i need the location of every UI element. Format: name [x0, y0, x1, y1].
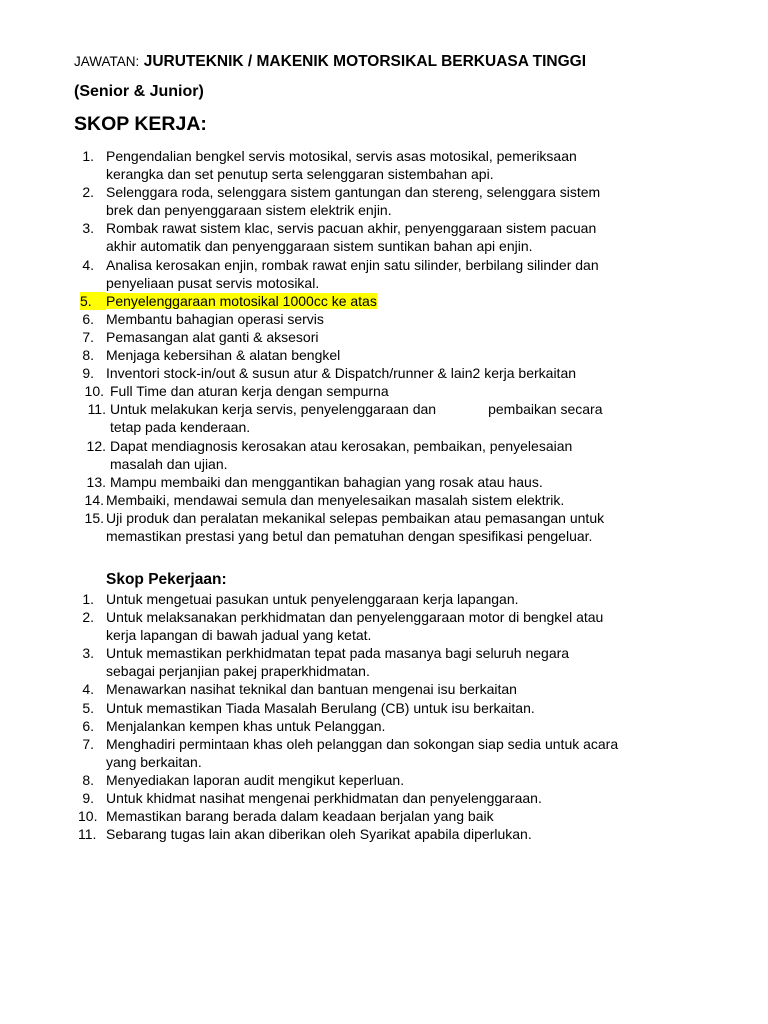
- list-item-highlighted: [0, 292, 604, 310]
- item-number: 3.: [82, 220, 94, 237]
- item-number: 8.: [82, 771, 94, 788]
- job-title: JURUTEKNIK / MAKENIK MOTORSIKAL BERKUASA TINGGI: [143, 53, 587, 70]
- item-text: kerangka dan set penutup serta selenggaran sistembahan api.: [106, 166, 494, 183]
- item-text: tetap pada kenderaan.: [110, 419, 251, 436]
- item-number: 4.: [82, 256, 94, 273]
- item-text: kerja lapangan di bawah jadual yang ketat.: [106, 627, 372, 644]
- item-text: Pemasangan alat ganti & aksesori: [106, 328, 319, 345]
- item-number: 1.: [82, 591, 94, 607]
- item-text: Untuk melaksanakan perkhidmatan dan penyelenggaraan motor di bengkel atau: [106, 609, 604, 626]
- item-text: Untuk melakukan kerja servis, penyelenggaraan dan: [110, 401, 437, 418]
- item-number: 9.: [82, 365, 94, 382]
- item-text: Analisa kerosakan enjin, rombak rawat enjin satu silinder, berbilang silinder dan: [106, 256, 599, 273]
- item-text: Untuk khidmat nasihat mengenai perkhidmatan dan penyelenggaraan.: [106, 790, 542, 807]
- item-text: Menjaga kebersihan & alatan bengkel: [106, 347, 341, 364]
- item-number: 10.: [84, 383, 104, 400]
- item-number: 13.: [86, 473, 106, 490]
- list-item: [0, 364, 604, 382]
- item-number: 11.: [78, 826, 97, 843]
- item-text: memastikan prestasi yang betul dan pematuhan dengan spesifikasi pengeluar.: [106, 527, 593, 544]
- list-item: [0, 590, 618, 608]
- item-text: akhir automatik dan penyenggaraan sistem suntikan bahan api enjin.: [106, 238, 533, 255]
- list-item: [0, 473, 604, 491]
- list-item: [0, 825, 618, 843]
- item-text: Membantu bahagian operasi servis: [106, 310, 324, 327]
- list-item: [0, 491, 604, 509]
- list-item: [0, 400, 604, 436]
- item-number: 10.: [78, 808, 98, 825]
- list-item: [0, 382, 604, 400]
- list-item: [0, 807, 618, 825]
- item-number: 7.: [82, 735, 94, 752]
- item-text: Memastikan barang berada dalam keadaan berjalan yang baik: [106, 808, 494, 825]
- list-item: [0, 256, 604, 292]
- list-item: [0, 183, 604, 219]
- item-text: Dapat mendiagnosis kerosakan atau kerosakan, pembaikan, penyelesaian: [110, 437, 573, 454]
- job-level: (Senior & Junior): [74, 83, 204, 100]
- list-item: [0, 147, 604, 183]
- item-number: 11.: [87, 401, 106, 418]
- item-text: penyeliaan pusat servis motosikal.: [106, 274, 320, 291]
- item-text: Menghadiri permintaan khas oleh pelanggan dan sokongan siap sedia untuk acara: [106, 735, 619, 752]
- item-text: Selenggara roda, selenggara sistem gantungan dan stereng, selenggara sistem: [106, 184, 601, 201]
- list-item: [0, 328, 604, 346]
- item-number: 6.: [82, 717, 94, 734]
- item-number: 7.: [82, 328, 94, 345]
- item-number: 12.: [86, 437, 106, 454]
- job-label: JAWATAN:: [74, 54, 140, 69]
- list-item: [0, 509, 604, 545]
- list-item: [0, 680, 618, 698]
- item-text: yang berkaitan.: [106, 753, 202, 770]
- list-item: [0, 789, 618, 807]
- item-number: 14.: [84, 491, 104, 508]
- list-item: [0, 608, 618, 644]
- item-text: sebagai perjanjian pakej praperkhidmatan.: [106, 663, 370, 680]
- item-number: 2.: [82, 184, 94, 201]
- item-number: 15.: [84, 509, 104, 526]
- job-title-line: [74, 53, 586, 71]
- item-text: masalah dan ujian.: [110, 455, 228, 472]
- item-number: 5.: [82, 699, 94, 716]
- list-item: [0, 717, 618, 735]
- list-item: [0, 310, 604, 328]
- list-item: [0, 644, 618, 680]
- item-text: Sebarang tugas lain akan diberikan oleh Syarikat apabila diperlukan.: [106, 826, 532, 843]
- item-text: brek dan penyenggaraan sistem elektrik enjin.: [106, 202, 392, 219]
- scope-of-work-list: [0, 147, 604, 545]
- list-item: [0, 699, 618, 717]
- list-item: [0, 346, 604, 364]
- item-text: Menyediakan laporan audit mengikut keperluan.: [106, 771, 405, 788]
- item-text: Menjalankan kempen khas untuk Pelanggan.: [106, 717, 386, 734]
- list-item: [0, 219, 604, 255]
- list-item: [0, 437, 604, 473]
- list-item: [0, 735, 618, 771]
- item-text: Penyelenggaraan motosikal 1000cc ke atas: [106, 292, 377, 309]
- item-number: 8.: [82, 347, 94, 364]
- item-text: Uji produk dan peralatan mekanikal selepas pembaikan atau pemasangan untuk: [106, 509, 605, 526]
- item-text: Untuk memastikan Tiada Masalah Berulang (CB) untuk isu berkaitan.: [106, 699, 535, 716]
- scope-of-work-heading: SKOP KERJA:: [74, 113, 207, 135]
- item-text-tail: pembaikan secara: [488, 401, 603, 418]
- item-number: 5.: [80, 292, 106, 310]
- item-text: Membaiki, mendawai semula dan menyelesaikan masalah sistem elektrik.: [106, 491, 565, 508]
- item-number: 6.: [82, 310, 94, 327]
- item-text: Full Time dan aturan kerja dengan sempurna: [110, 383, 389, 400]
- scope-of-job-heading: Skop Pekerjaan:: [106, 571, 227, 588]
- item-text: Untuk memastikan perkhidmatan tepat pada masanya bagi seluruh negara: [106, 645, 570, 662]
- list-item: [0, 771, 618, 789]
- item-text: Mampu membaiki dan menggantikan bahagian yang rosak atau haus.: [110, 473, 543, 490]
- scope-of-job-list: [0, 590, 618, 843]
- item-number: 1.: [82, 148, 94, 164]
- item-text: Menawarkan nasihat teknikal dan bantuan mengenai isu berkaitan: [106, 681, 517, 698]
- item-number: 9.: [82, 790, 94, 807]
- item-number: 4.: [82, 681, 94, 698]
- item-text: Inventori stock-in/out & susun atur & Dispatch/runner & lain2 kerja berkaitan: [106, 365, 577, 382]
- item-text: Pengendalian bengkel servis motosikal, servis asas motosikal, pemeriksaan: [106, 148, 577, 164]
- item-number: 3.: [82, 645, 94, 662]
- item-text: Rombak rawat sistem klac, servis pacuan akhir, penyenggaraan sistem pacuan: [106, 220, 597, 237]
- item-text: Untuk mengetuai pasukan untuk penyelenggaraan kerja lapangan.: [106, 591, 519, 607]
- item-number: 2.: [82, 609, 94, 626]
